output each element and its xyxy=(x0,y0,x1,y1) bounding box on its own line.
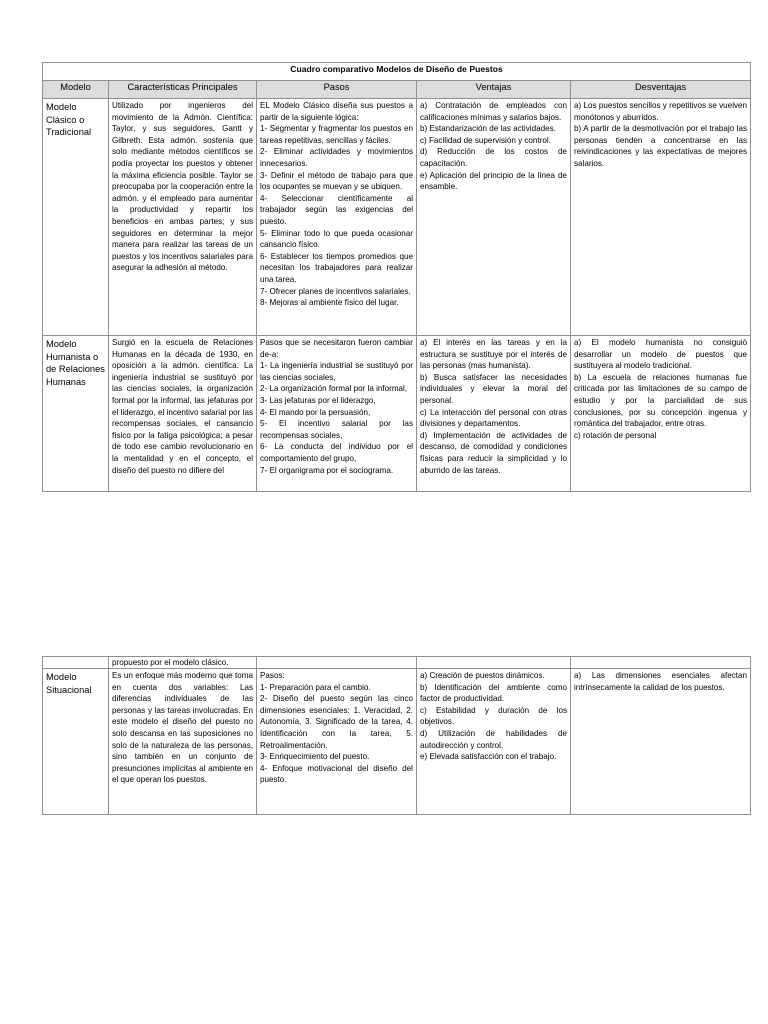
cell-caracteristicas: Es un enfoque más moderno que toma en cuenta dos variables: Las diferencias individuales de las personas y las tareas involucradas. En este modelo el diseño del puesto no solo descansa en las suposiciones no solo de la naturaleza de las personas, sino también en un conjunto de presunciones implícitas al ambiente en el que operan los puestos. xyxy=(109,669,257,815)
cell-ventajas: a) Creación de puestos dinámicos. b) Identificación del ambiente como factor de productividad. c) Estabilidad y duración de los objetivos. d) Utilización de habilidades de autodirección y control. e) Elevada satisfacción con el trabajo. xyxy=(417,669,571,815)
cell-caracteristicas: Utilizado por ingenieros del movimiento de la Admón. Científica: Taylor, y sus seguidores, Gantt y Gilbreth. Esta admón. sostenía que solo mediante métodos científicos se podía proyectar los puestos y obtener la máxima eficiencia posible. Taylor se preocupaba por la cooperación entre la admón. y el empleado para aumentar la productividad y repartir los beneficios en ambas partes; y sus seguidores en determinar la mejor manera para realizar las tareas de un puestos y los incentivos salariales para asegurar la adhesión al método. xyxy=(109,99,257,336)
cell-modelo: Modelo Humanista o de Relaciones Humanas xyxy=(43,336,109,492)
cell-continuation: propuesto por el modelo clásico. xyxy=(109,657,257,669)
cell-ventajas: a) El interés en las tareas y en la estructura se sustituye por el interés de las personas (mas humanista). b) Busca satisfacer las necesidades individuales y elevar la moral del personal. c) La interacción del personal con otras divisiones y departamentos. d) Implementación de actividades de descanso, de comodidad y condiciones físicas para reducir la simplicidad y lo aburrido de las tareas. xyxy=(417,336,571,492)
comparison-table-page-2 xyxy=(42,656,751,815)
cell-modelo: Modelo Situacional xyxy=(43,669,109,815)
table-title: Cuadro comparativo Modelos de Diseño de Puestos xyxy=(43,63,751,81)
header-modelo: Modelo xyxy=(43,81,109,99)
comparison-table-page-1 xyxy=(42,62,751,492)
cell-empty xyxy=(257,657,417,669)
cell-pasos: EL Modelo Clásico diseña sus puestos a partir de la siguiente lógica: 1- Segmentar y fragmentar los puestos en tareas repetitivas, sencillas y fáciles. 2- Eliminar actividades y movimientos innecesarios. 3- Definir el método de trabajo para que los ocupantes se muevan y se ubiquen. 4- Seleccionar científicamente al trabajador según las exigencias del puesto. 5- Eliminar todo lo que pueda ocasionar cansancio físico. 6- Establecer los tiempos promedios que necesitan los trabajadores para realizar una tarea. 7- Ofrecer planes de incentivos salariales. 8- Mejoras al ambiente físico del lugar. xyxy=(257,99,417,336)
table-row-continuation xyxy=(43,657,751,669)
header-desventajas: Desventajas xyxy=(571,81,751,99)
cell-desventajas: a) Los puestos sencillos y repetitivos se vuelven monótonos y aburridos. b) A partir de la desmotivación por el trabajo las personas tienden a concentrarse en las reivindicaciones y las expectativas de mejores salarios. xyxy=(571,99,751,336)
header-caracteristicas: Características Principales xyxy=(109,81,257,99)
cell-pasos: Pasos que se necesitaron fueron cambiar de-a: 1- La ingeniería industrial se sustituyó por las ciencias sociales, 2- La organización formal por la informal, 3- Las jefaturas por el liderazgo, 4- El mando por la persuasión, 5- El incentivo salarial por las recompensas sociales, 6- La conducta del individuo por el comportamiento del grupo, 7- El organigrama por el sociograma. xyxy=(257,336,417,492)
table-row-clasico xyxy=(43,99,751,336)
cell-caracteristicas xyxy=(109,336,257,492)
cell-empty xyxy=(43,657,109,669)
header-row xyxy=(43,81,751,99)
cell-empty xyxy=(417,657,571,669)
header-pasos: Pasos xyxy=(257,81,417,99)
cell-empty xyxy=(571,657,751,669)
cell-desventajas: a) El modelo humanista no consiguió desarrollar un modelo de puestos que sustituyera al modelo tradicional. b) La escuela de relaciones humanas fue criticada por las limitaciones de su campo de estudio y por la parcialidad de sus conclusiones, por su concepción ingenua y romántica del trabajador, entre otras. c) rotación de personal xyxy=(571,336,751,492)
header-ventajas: Ventajas xyxy=(417,81,571,99)
cell-pasos: Pasos: 1- Preparación para el cambio. 2- Diseño del puesto según las cinco dimensiones esenciales: 1. Veracidad, 2. Autonomía, 3. Significado de la tarea, 4. Identificación con la tarea, 5. Retroalimentación. 3- Enriquecimiento del puesto. 4- Enfoque motivacional del diseño del puesto. xyxy=(257,669,417,815)
cell-modelo: Modelo Clásico o Tradicional xyxy=(43,99,109,336)
cell-ventajas: a) Contratación de empleados con calificaciones mínimas y salarios bajos. b) Estandarización de las actividades. c) Facilidad de supervisión y control. d) Reducción de los costos de capacitación. e) Aplicación del principio de la línea de ensamble. xyxy=(417,99,571,336)
cell-desventajas: a) Las dimensiones esenciales afectan intrínsecamente la calidad de los puestos. xyxy=(571,669,751,815)
title-row xyxy=(43,63,751,81)
table-row-humanista xyxy=(43,336,751,492)
table-row-situacional xyxy=(43,669,751,815)
cell-caracteristicas-text: Surgió en la escuela de Relaciones Humanas en la década de 1930, en oposición a la admón. científica. La ingeniería industrial se sustituyó por las ciencias sociales, la organización formal por la informal, las jefaturas por el liderazgo, el incentivo salarial por las recompensas sociales, el cansancio físico por la fatiga psicológica; a pesar de todo ese cambio revolucionario en la mentalidad y en el concepto, el diseño del puesto no difiere del xyxy=(112,338,253,475)
